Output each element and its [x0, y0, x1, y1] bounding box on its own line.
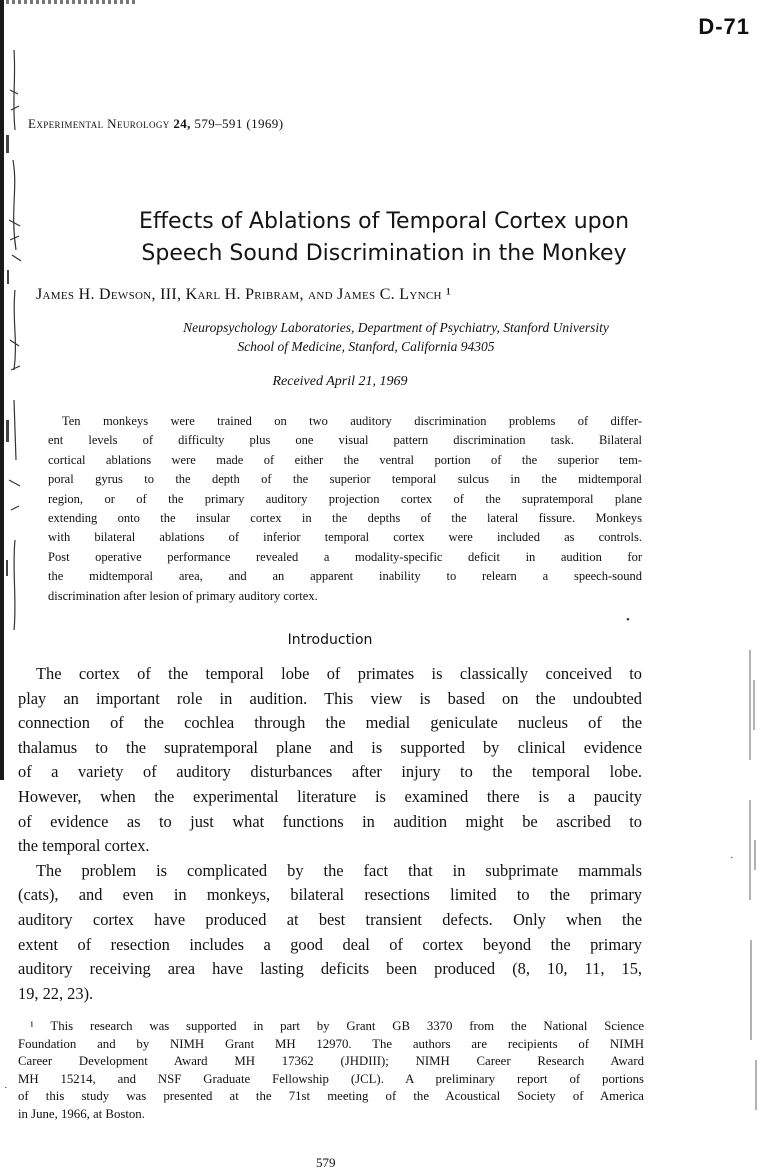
- paper-title: [0, 206, 768, 270]
- footnote-line: in June, 1966, at Boston.: [18, 1106, 145, 1121]
- abstract-line: discrimination after lesion of primary auditory cortex.: [48, 588, 318, 603]
- body-line: connection of the cochlea through the medial geniculate nucleus of the: [18, 713, 642, 733]
- footnote-line: Career Development Award MH 17362 (JHDIII); NIMH Career Research Award: [18, 1054, 644, 1069]
- document-id: D-71: [698, 14, 750, 39]
- scan-speck: ·: [4, 1082, 8, 1094]
- body-line: auditory receiving area have lasting deficits been produced (8, 10, 11, 15,: [18, 959, 642, 979]
- right-margin-marks: [742, 640, 762, 1120]
- abstract-line: Post operative performance revealed a modality-specific deficit in audition for: [48, 549, 642, 564]
- section-heading-introduction: Introduction: [287, 632, 373, 648]
- body-line: of evidence as to just what functions in audition might be ascribed to: [18, 811, 642, 831]
- footnote-line: Foundation and by NIMH Grant MH 12970. The authors are recipients of NIMH: [18, 1036, 644, 1051]
- body-line: The cortex of the temporal lobe of primates is classically conceived to: [36, 664, 642, 683]
- abstract-line: Ten monkeys were trained on two auditory discrimination problems of differ-: [62, 414, 642, 428]
- body-line: However, when the experimental literature is examined there is a paucity: [18, 786, 642, 806]
- abstract: [48, 412, 642, 606]
- journal-pages-year: 579–591 (1969): [194, 116, 284, 131]
- body-line: of a variety of auditory disturbances after injury to the temporal lobe.: [18, 762, 642, 782]
- abstract-line: extending onto the insular cortex in the depths of the lateral fissure. Monkeys: [48, 511, 642, 526]
- title-line-1: Effects of Ablations of Temporal Cortex upon: [138, 209, 630, 234]
- body-line: 19, 22, 23).: [18, 983, 94, 1003]
- page-number: 579: [316, 1155, 336, 1170]
- affiliation: [0, 318, 736, 356]
- abstract-line: region, or of the primary auditory projection cortex of the supratemporal plane: [48, 491, 642, 506]
- journal-name: Experimental Neurology: [28, 116, 170, 131]
- body-line: auditory cortex have produced at best transient defects. Only when the: [18, 909, 642, 929]
- abstract-line: ent levels of difficulty plus one visual pattern discrimination task. Bilateral: [48, 433, 642, 448]
- affiliation-line-2: School of Medicine, Stanford, California 94305: [237, 339, 495, 354]
- top-scan-smudge: [6, 0, 136, 4]
- footnote-line: MH 15214, and NSF Graduate Fellowship (JCL). A preliminary report of portions: [18, 1071, 644, 1086]
- body-line: The problem is complicated by the fact that in subprimate mammals: [36, 860, 642, 880]
- footnote-line: ¹ This research was supported in part by Grant GB 3370 from the National Science: [30, 1019, 644, 1033]
- received-date: Received April 21, 1969: [272, 374, 408, 389]
- title-line-2: Speech Sound Discrimination in the Monkey: [141, 241, 627, 266]
- journal-citation: [28, 116, 283, 132]
- body-line: extent of resection includes a good deal of cortex beyond the primary: [18, 934, 642, 954]
- abstract-line: the midtemporal area, and an apparent inability to relearn a speech-sound: [48, 569, 642, 584]
- journal-volume: 24,: [173, 116, 191, 131]
- footnote-line: of this study was presented at the 71st meeting of the Acoustical Society of America: [18, 1089, 644, 1104]
- body-line: the temporal cortex.: [18, 836, 150, 856]
- scan-speck: ·: [730, 852, 734, 864]
- introduction-body: [18, 662, 642, 1006]
- body-line: (cats), and even in monkeys, bilateral resections limited to the primary: [18, 885, 642, 905]
- scan-speck: •: [626, 614, 630, 626]
- affiliation-line-1: Neuropsychology Laboratories, Department of Psychiatry, Stanford University: [183, 320, 609, 335]
- abstract-line: with bilateral ablations of inferior temporal cortex were included as controls.: [48, 530, 642, 545]
- abstract-line: poral gyrus to the depth of the superior temporal sulcus in the midtemporal: [48, 472, 642, 487]
- abstract-line: cortical ablations were made of either the ventral portion of the superior tem-: [48, 452, 642, 467]
- body-line: thalamus to the supratemporal plane and is supported by clinical evidence: [18, 737, 642, 757]
- author-list: James H. Dewson, III, Karl H. Pribram, and James C. Lynch ¹: [36, 286, 452, 303]
- footnote: [18, 1018, 644, 1124]
- body-line: play an important role in audition. This view is based on the undoubted: [18, 688, 642, 708]
